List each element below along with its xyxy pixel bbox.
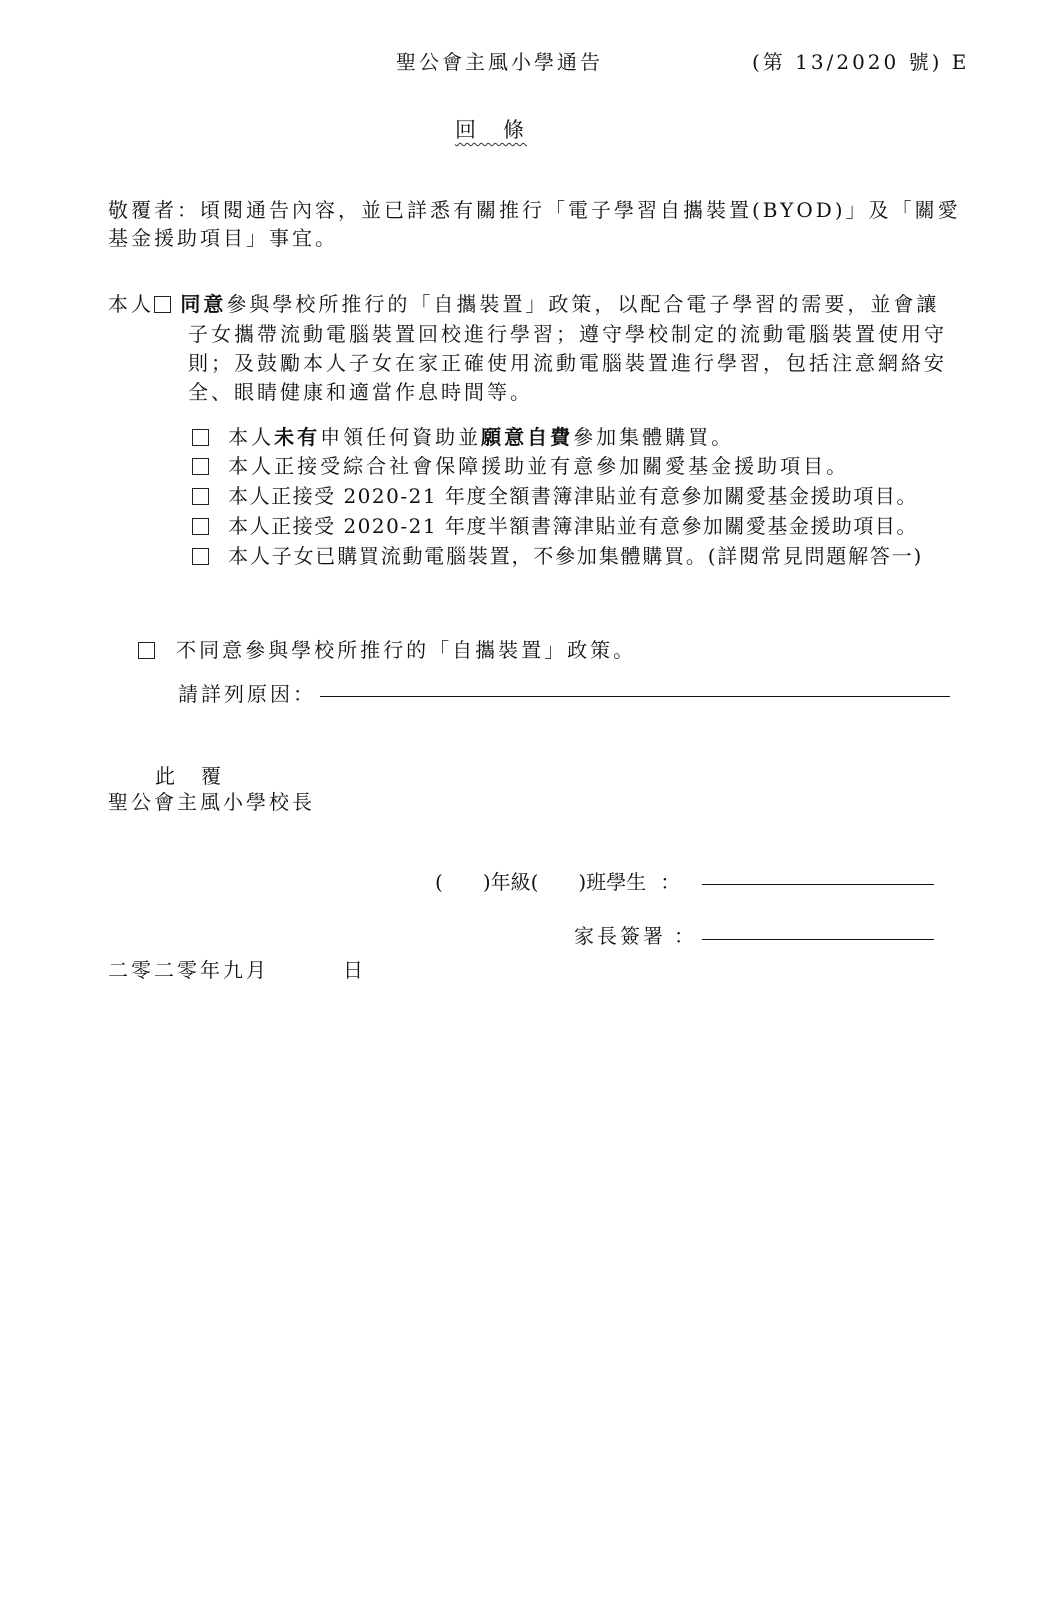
disagree-option <box>138 634 636 663</box>
reply-slip-title: 回 條 <box>455 118 527 142</box>
option-2-label: 本人正接受綜合社會保障援助並有意參加關愛基金援助項目。 <box>228 454 850 478</box>
disagree-label: 不同意參與學校所推行的「自攜裝置」政策。 <box>176 638 637 662</box>
notice-number: (第 13/2020 號) E <box>752 50 970 74</box>
agree-line-1-text: 參與學校所推行的「自攜裝置」政策，以配合電子學習的需要，並會讓 <box>226 292 940 316</box>
option-2 <box>192 450 849 479</box>
option-1-bold-a: 未有 <box>274 425 321 449</box>
option-1-text-e: 參加集體購買。 <box>573 425 735 449</box>
date-text: 二零二零年九月 <box>108 958 269 982</box>
option-3-label: 本人正接受 2020-21 年度全額書簿津貼並有意參加關愛基金援助項目。 <box>228 484 918 508</box>
option-4-label: 本人正接受 2020-21 年度半額書簿津貼並有意參加關愛基金援助項目。 <box>228 514 918 538</box>
option-4 <box>192 510 918 539</box>
option-1 <box>192 421 734 450</box>
principal-title: 聖公會主風小學校長 <box>108 790 315 814</box>
option-2-checkbox[interactable] <box>192 458 209 475</box>
date-day: 日 <box>343 958 363 982</box>
parent-signature-label <box>574 920 697 949</box>
agree-line-2: 子女攜帶流動電腦裝置回校進行學習；遵守學校制定的流動電腦裝置使用守 <box>188 322 947 346</box>
class-student-label: )班學生 <box>578 870 647 894</box>
student-name-line[interactable] <box>702 884 934 885</box>
reason-input-line[interactable] <box>320 696 950 697</box>
parent-signature-colon: ： <box>674 924 697 948</box>
agree-prefix: 本人 <box>108 292 154 316</box>
school-notice-title: 聖公會主風小學通告 <box>396 50 603 74</box>
grade-label: )年級( <box>482 870 539 894</box>
option-3 <box>192 480 918 509</box>
parent-signature-line[interactable] <box>702 939 934 940</box>
option-1-checkbox[interactable] <box>192 429 209 446</box>
option-3-checkbox[interactable] <box>192 488 209 505</box>
agree-line-1 <box>108 288 939 317</box>
option-4-checkbox[interactable] <box>192 518 209 535</box>
agree-line-4: 全、眼睛健康和適當作息時間等。 <box>188 380 533 404</box>
option-1-text-c: 申領任何資助並 <box>320 425 482 449</box>
disagree-checkbox[interactable] <box>138 642 155 659</box>
option-1-label <box>228 425 734 449</box>
grade-paren-open: ( <box>435 870 443 894</box>
student-colon: ： <box>660 870 681 894</box>
student-field-label <box>435 866 680 895</box>
option-5 <box>192 540 923 569</box>
agree-bold-label: 同意 <box>180 292 227 316</box>
option-1-text-a: 本人 <box>228 425 275 449</box>
option-1-bold-b: 願意自費 <box>481 425 574 449</box>
agree-checkbox[interactable] <box>154 296 171 313</box>
closing-ci-fu: 此 覆 <box>155 764 224 788</box>
intro-line-2: 基金援助項目」事宜。 <box>108 226 338 250</box>
option-5-checkbox[interactable] <box>192 548 209 565</box>
reason-label: 請詳列原因： <box>178 682 316 706</box>
agree-line-3: 則；及鼓勵本人子女在家正確使用流動電腦裝置進行學習，包括注意網絡安 <box>188 351 947 375</box>
parent-signature-text: 家長簽署 <box>574 924 666 948</box>
option-5-label: 本人子女已購買流動電腦裝置，不參加集體購買。(詳閱常見問題解答一) <box>228 544 924 568</box>
intro-line-1: 敬覆者：頃閱通告內容，並已詳悉有關推行「電子學習自攜裝置(BYOD)」及「關愛 <box>108 198 961 222</box>
